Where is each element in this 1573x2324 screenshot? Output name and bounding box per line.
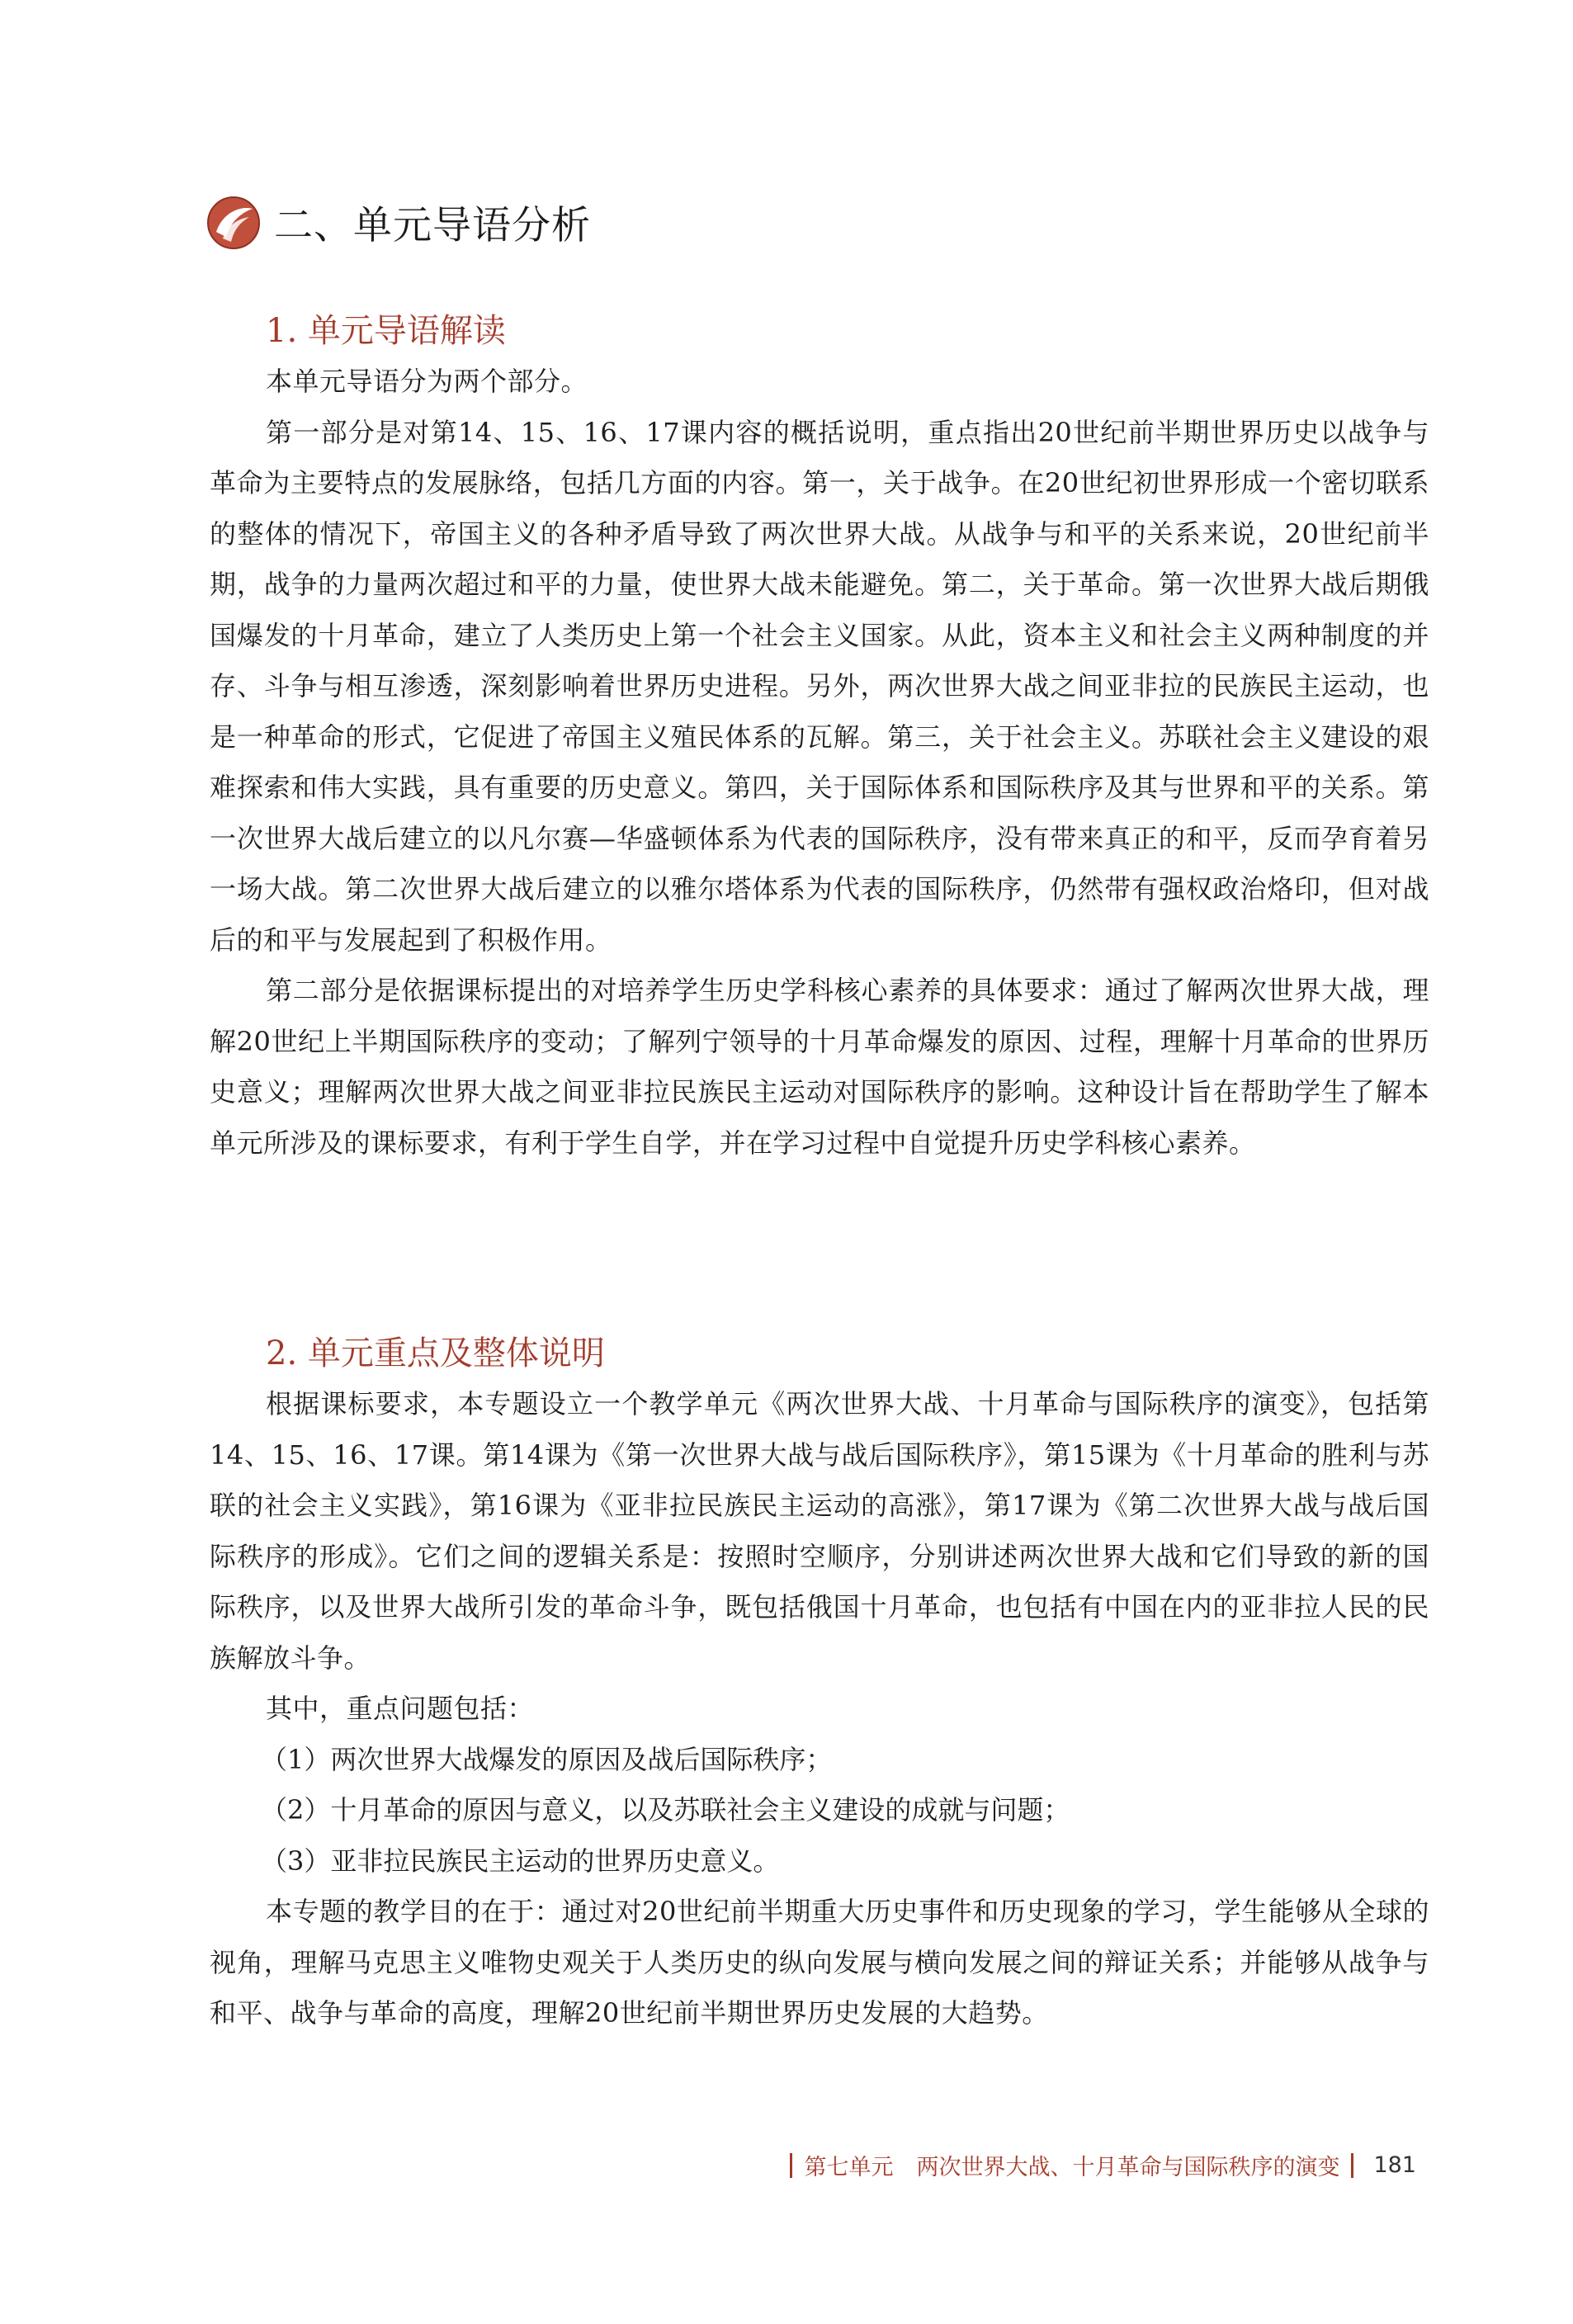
part2-paragraph: 根据课标要求，本专题设立一个教学单元《两次世界大战、十月革命与国际秩序的演变》，包括第14、15、16、17课。第14课为《第一次世界大战与战后国际秩序》，第15课为《十月革命的胜利与苏联的社会主义实践》，第16课为《亚非拉民族民主运动的高涨》，第17课为《第二次世界大战与战后国际秩序的形成》。它们之间的逻辑关系是：按照时空顺序，分别讲述两次世界大战和它们导致的新的国际秩序，以及世界大战所引发的革命斗争，既包括俄国十月革命，也包括有中国在内的亚非拉人民的民族解放斗争。: [210, 1388, 1429, 1674]
section-header: [206, 195, 591, 250]
key-point-item: （2）十月革命的原因与意义，以及苏联社会主义建设的成就与问题；: [261, 1794, 1070, 1826]
part2-block: [210, 1328, 1429, 2039]
part1-paragraph: 第二部分是依据课标提出的对培养学生历史学科核心素养的具体要求：通过了解两次世界大战，理解20世纪上半期国际秩序的变动；了解列宁领导的十月革命爆发的原因、过程，理解十月革命的世界历史意义；理解两次世界大战之间亚非拉民族民主运动对国际秩序的影响。这种设计旨在帮助学生了解本单元所涉及的课标要求，有利于学生自学，并在学习过程中自觉提升历史学科核心素养。: [210, 975, 1429, 1159]
part1-heading: 1. 单元导语解读: [266, 312, 506, 350]
part2-closing-paragraph: 本专题的教学目的在于：通过对20世纪前半期重大历史事件和历史现象的学习，学生能够从全球的视角，理解马克思主义唯物史观关于人类历史的纵向发展与横向发展之间的辩证关系；并能够从战争与和平、战争与革命的高度，理解20世纪前半期世界历史发展的大趋势。: [210, 1896, 1429, 2029]
section-swirl-icon: [206, 196, 261, 250]
page-number: 181: [1373, 2152, 1416, 2178]
part2-paragraph: 其中，重点问题包括：: [266, 1693, 535, 1724]
footer-divider: [1351, 2153, 1353, 2178]
part1-paragraph: 第一部分是对第14、15、16、17课内容的概括说明，重点指出20世纪前半期世界历史以战争与革命为主要特点的发展脉络，包括几方面的内容。第一，关于战争。在20世纪初世界形成一个密切联系的整体的情况下，帝国主义的各种矛盾导致了两次世界大战。从战争与和平的关系来说，20世纪前半期，战争的力量两次超过和平的力量，使世界大战未能避免。第二，关于革命。第一次世界大战后期俄国爆发的十月革命，建立了人类历史上第一个社会主义国家。从此，资本主义和社会主义两种制度的并存、斗争与相互渗透，深刻影响着世界历史进程。另外，两次世界大战之间亚非拉的民族民主运动，也是一种革命的形式，它促进了帝国主义殖民体系的瓦解。第三，关于社会主义。苏联社会主义建设的艰难探索和伟大实践，具有重要的历史意义。第四，关于国际体系和国际秩序及其与世界和平的关系。第一次世界大战后建立的以凡尔赛—华盛顿体系为代表的国际秩序，没有带来真正的和平，反而孕育着另一场大战。第二次世界大战后建立的以雅尔塔体系为代表的国际秩序，仍然带有强权政治烙印，但对战后的和平与发展起到了积极作用。: [210, 416, 1429, 956]
part1-block: [210, 305, 1429, 1169]
part1-paragraph: 本单元导语分为两个部分。: [266, 366, 588, 397]
footer-unit-title: 两次世界大战、十月革命与国际秩序的演变: [916, 2155, 1340, 2180]
section-title: 二、单元导语分析: [274, 203, 591, 248]
key-point-item: （1）两次世界大战爆发的原因及战后国际秩序；: [261, 1743, 833, 1775]
footer-divider: [790, 2153, 792, 2178]
footer-unit: 第七单元: [804, 2155, 894, 2180]
key-point-item: （3）亚非拉民族民主运动的世界历史意义。: [261, 1845, 780, 1877]
page-footer: [790, 2149, 1416, 2181]
part2-heading: 2. 单元重点及整体说明: [266, 1334, 605, 1372]
